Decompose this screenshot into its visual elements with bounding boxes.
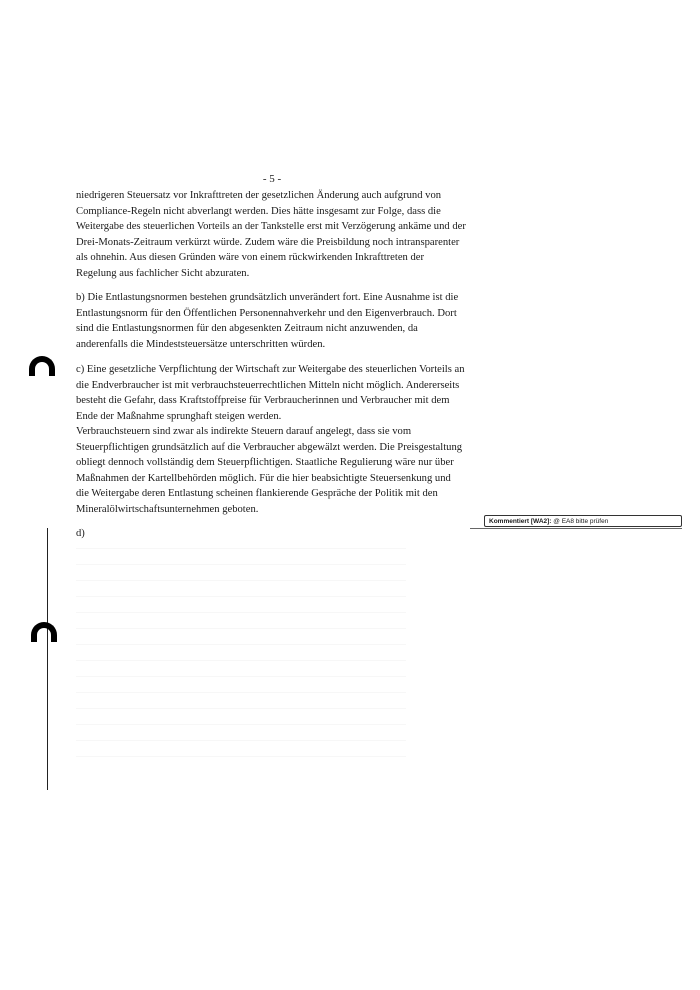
margin-change-bar bbox=[47, 528, 48, 790]
paragraph-text: Verbrauchsteuern sind zwar als indirekte Steuern darauf angelegt, dass sie vom Steuerpflichtigen grundsätzlich auf die Verbraucher abgewälzt werden. Die Preisgestaltung obliegt dennoch vollständig dem Steuerpflichtigen. Staatliche Regulierung wäre nur über Maßnahmen der Kartellbehörden möglich. Für die hier beabsichtigte Steuersenkung und die Weitergabe deren Entlastung scheinen flankierende Gespräche der Politik mit den Mineralölwirtschaftsunternehmen geboten. bbox=[76, 426, 463, 515]
paragraph-text: c) Eine gesetzliche Verpflichtung der Wirtschaft zur Weitergabe des steuerlichen Vorteils an die Endverbraucher ist mit verbrauchsteuerrechtlichen Mitteln nicht möglich. Andererseits besteht die Gefahr, dass Kraftstoffpreise für Verbraucherinnen und Verbraucher mit dem Ende der Maßnahme sprunghaft steigen werden. bbox=[76, 364, 465, 422]
paragraph-c bbox=[76, 362, 466, 424]
comment-leader-line bbox=[470, 528, 682, 529]
paragraph-c-continued bbox=[76, 424, 466, 518]
punch-hole-mark bbox=[31, 622, 57, 642]
punch-hole-mark bbox=[29, 356, 55, 376]
comment-text: @ EA8 bitte prüfen bbox=[551, 518, 609, 525]
redacted-area bbox=[76, 548, 406, 758]
paragraph-b bbox=[76, 290, 466, 352]
comment-balloon[interactable] bbox=[484, 515, 682, 527]
paragraph-d bbox=[76, 526, 466, 542]
comment-label: Kommentiert [WA2]: bbox=[489, 518, 552, 525]
paragraph-text: d) bbox=[76, 528, 85, 539]
paragraph-continuation bbox=[76, 188, 466, 282]
page-number: - 5 - bbox=[262, 173, 282, 185]
paragraph-text: niedrigeren Steuersatz vor Inkrafttreten der gesetzlichen Änderung auch aufgrund von Compliance-Regeln nicht abverlangt werden. Dies hätte insgesamt zur Folge, dass die Weitergabe des steuerlichen Vorteils an der Tankstelle erst mit Verzögerung ankäme und der Drei-Monats-Zeitraum verkürzt würde. Zudem wäre die Preisbildung noch intransparenter als ohnehin. Aus diesen Gründen wäre von einem rückwirkenden Inkrafttreten der Regelung aus fachlicher Sicht abzuraten. bbox=[76, 190, 466, 279]
paragraph-text: b) Die Entlastungsnormen bestehen grundsätzlich unverändert fort. Eine Ausnahme ist die Entlastungsnorm für den Öffentlichen Personennahverkehr und den Eigenverbrauch. Dort sind die Entlastungsnormen für den abgesenkten Zeitraum nicht anzuwenden, da anderenfalls die Mindeststeuersätze unterschritten würden. bbox=[76, 292, 459, 350]
